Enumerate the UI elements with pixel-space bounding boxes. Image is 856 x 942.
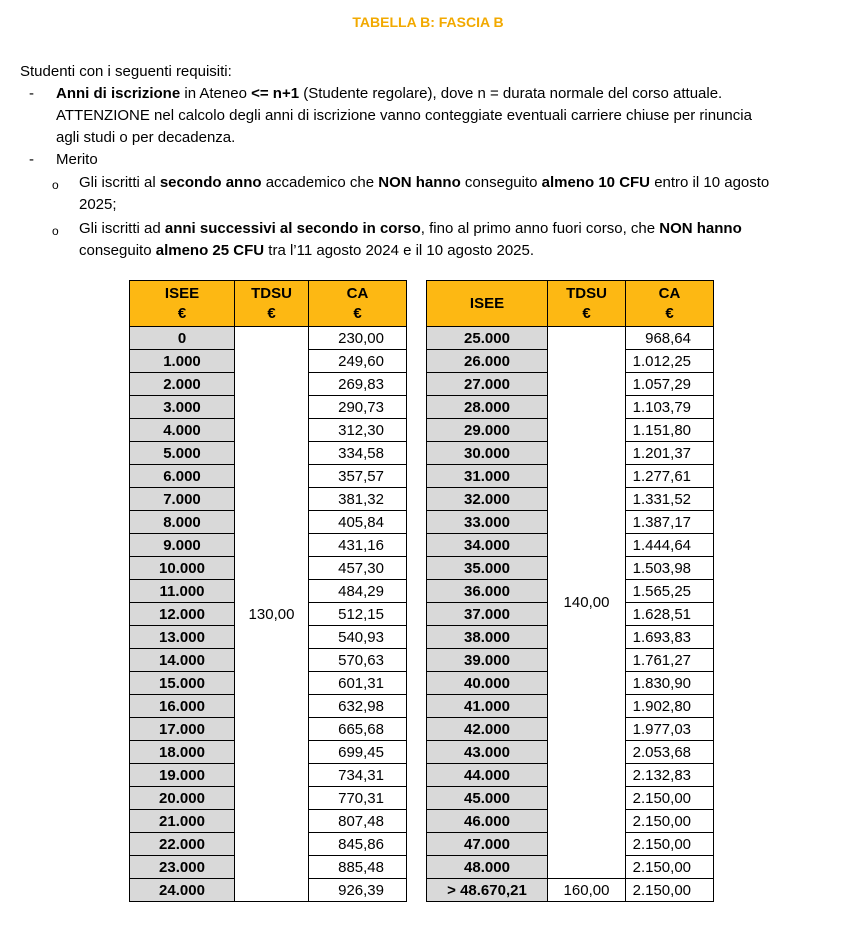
- ca-cell: 1.277,61: [626, 465, 714, 488]
- tdsu-header: TDSU €: [235, 281, 309, 327]
- ca-cell: 2.053,68: [626, 741, 714, 764]
- isee-header: ISEE €: [130, 281, 235, 327]
- ca-cell: 845,86: [309, 833, 407, 856]
- isee-cell: 47.000: [427, 833, 548, 856]
- tdsu-cell: 130,00: [235, 327, 309, 902]
- ca-cell: 1.331,52: [626, 488, 714, 511]
- merit1-bold: almeno 10 CFU: [541, 174, 651, 191]
- merit2-text: tra l’11 agosto 2024 e il 10 agosto 2025.: [264, 242, 535, 259]
- ca-cell: 1.151,80: [626, 419, 714, 442]
- isee-cell: 46.000: [427, 810, 548, 833]
- isee-cell: 12.000: [130, 603, 235, 626]
- ca-cell: 1.902,80: [626, 695, 714, 718]
- ca-header: CA €: [309, 281, 407, 327]
- merit2-text: , fino al primo anno fuori corso, che: [420, 220, 660, 237]
- ca-cell: 484,29: [309, 580, 407, 603]
- ca-cell: 1.387,17: [626, 511, 714, 534]
- ca-cell: 770,31: [309, 787, 407, 810]
- isee-cell: 24.000: [130, 879, 235, 902]
- isee-cell: 44.000: [427, 764, 548, 787]
- isee-cell: 41.000: [427, 695, 548, 718]
- isee-cell: 34.000: [427, 534, 548, 557]
- isee-cell: 23.000: [130, 856, 235, 879]
- merit1-text: conseguito: [460, 174, 542, 191]
- isee-cell: 1.000: [130, 350, 235, 373]
- enrollment-label: Anni di iscrizione: [56, 85, 181, 102]
- isee-cell: > 48.670,21: [427, 879, 548, 902]
- dash-marker: -: [29, 85, 34, 102]
- ca-cell: 1.830,90: [626, 672, 714, 695]
- ca-cell: 968,64: [626, 327, 714, 350]
- isee-cell: 3.000: [130, 396, 235, 419]
- isee-cell: 35.000: [427, 557, 548, 580]
- ca-cell: 699,45: [309, 741, 407, 764]
- isee-cell: 11.000: [130, 580, 235, 603]
- isee-cell: 21.000: [130, 810, 235, 833]
- merit2-bold: almeno 25 CFU: [155, 242, 265, 259]
- ca-cell: 230,00: [309, 327, 407, 350]
- ca-cell: 601,31: [309, 672, 407, 695]
- ca-cell: 269,83: [309, 373, 407, 396]
- merit1-text: accademico che: [261, 174, 379, 191]
- tdsu-cell: 140,00: [548, 327, 626, 879]
- isee-cell: 20.000: [130, 787, 235, 810]
- isee-cell: 8.000: [130, 511, 235, 534]
- merit1-bold: secondo anno: [159, 174, 262, 191]
- ca-cell: 457,30: [309, 557, 407, 580]
- ca-cell: 2.150,00: [626, 833, 714, 856]
- ca-cell: 334,58: [309, 442, 407, 465]
- ca-cell: 2.150,00: [626, 787, 714, 810]
- tdsu-header: TDSU €: [548, 281, 626, 327]
- merit1-text: entro il 10 agosto: [650, 174, 770, 191]
- isee-cell: 42.000: [427, 718, 548, 741]
- ca-cell: 1.628,51: [626, 603, 714, 626]
- enrollment-text: in Ateneo: [180, 85, 252, 102]
- table-row: [427, 879, 714, 902]
- ca-cell: 1.201,37: [626, 442, 714, 465]
- isee-cell: 15.000: [130, 672, 235, 695]
- ca-cell: 2.132,83: [626, 764, 714, 787]
- isee-cell: 7.000: [130, 488, 235, 511]
- ca-cell: 2.150,00: [626, 810, 714, 833]
- requirement-attention-line: ATTENZIONE nel calcolo degli anni di iscrizione vanno conteggiate eventuali carriere chiuse per rinuncia: [56, 107, 752, 124]
- requirement-merit: Merito: [56, 151, 98, 168]
- isee-cell: 10.000: [130, 557, 235, 580]
- ca-cell: 405,84: [309, 511, 407, 534]
- ca-cell: 249,60: [309, 350, 407, 373]
- isee-cell: 5.000: [130, 442, 235, 465]
- isee-cell: 32.000: [427, 488, 548, 511]
- page-title: TABELLA B: FASCIA B: [352, 14, 504, 30]
- ca-cell: 381,32: [309, 488, 407, 511]
- isee-header: ISEE: [427, 281, 548, 327]
- requirement-enrollment-years: [56, 83, 843, 105]
- ca-cell: 2.150,00: [626, 879, 714, 902]
- merit-condition-later-years: [79, 218, 845, 240]
- requirements-intro: Studenti con i seguenti requisiti:: [20, 63, 232, 80]
- isee-cell: 9.000: [130, 534, 235, 557]
- isee-cell: 18.000: [130, 741, 235, 764]
- isee-cell: 25.000: [427, 327, 548, 350]
- enrollment-text-2: (Studente regolare), dove n = durata normale del corso attuale.: [299, 85, 723, 102]
- ca-cell: 290,73: [309, 396, 407, 419]
- isee-cell: 39.000: [427, 649, 548, 672]
- ca-cell: 312,30: [309, 419, 407, 442]
- ca-cell: 632,98: [309, 695, 407, 718]
- isee-cell: 26.000: [427, 350, 548, 373]
- merit2-text: Gli iscritti ad: [79, 220, 165, 237]
- bullet-marker: o: [52, 178, 59, 192]
- ca-cell: 540,93: [309, 626, 407, 649]
- ca-cell: 807,48: [309, 810, 407, 833]
- isee-cell: 38.000: [427, 626, 548, 649]
- isee-cell: 6.000: [130, 465, 235, 488]
- ca-cell: 1.565,25: [626, 580, 714, 603]
- isee-cell: 30.000: [427, 442, 548, 465]
- ca-cell: 1.057,29: [626, 373, 714, 396]
- ca-cell: 885,48: [309, 856, 407, 879]
- merit-condition-second-year: [79, 172, 845, 194]
- ca-cell: 357,57: [309, 465, 407, 488]
- ca-cell: 734,31: [309, 764, 407, 787]
- ca-cell: 926,39: [309, 879, 407, 902]
- ca-cell: 1.761,27: [626, 649, 714, 672]
- ca-cell: 1.444,64: [626, 534, 714, 557]
- isee-cell: 4.000: [130, 419, 235, 442]
- ca-cell: 570,63: [309, 649, 407, 672]
- isee-cell: 33.000: [427, 511, 548, 534]
- ca-header: CA €: [626, 281, 714, 327]
- requirement-attention-line-2: agli studi o per decadenza.: [56, 129, 236, 146]
- isee-cell: 19.000: [130, 764, 235, 787]
- isee-cell: 36.000: [427, 580, 548, 603]
- bullet-marker: o: [52, 224, 59, 238]
- ca-cell: 1.503,98: [626, 557, 714, 580]
- table-row: [427, 327, 714, 350]
- isee-cell: 45.000: [427, 787, 548, 810]
- tdsu-cell: 160,00: [548, 879, 626, 902]
- isee-cell: 0: [130, 327, 235, 350]
- merit1-text: Gli iscritti al: [79, 174, 160, 191]
- ca-cell: 665,68: [309, 718, 407, 741]
- isee-cell: 13.000: [130, 626, 235, 649]
- enrollment-condition: <= n+1: [251, 85, 300, 102]
- ca-cell: 1.103,79: [626, 396, 714, 419]
- merit2-bold: anni successivi al secondo in corso: [164, 220, 421, 237]
- ca-cell: 431,16: [309, 534, 407, 557]
- isee-cell: 28.000: [427, 396, 548, 419]
- isee-cell: 29.000: [427, 419, 548, 442]
- table-row: [130, 327, 407, 350]
- merit2-text: conseguito: [79, 242, 156, 259]
- isee-cell: 17.000: [130, 718, 235, 741]
- ca-cell: 1.693,83: [626, 626, 714, 649]
- fee-table-left: [129, 280, 407, 902]
- merit2-bold: NON hanno: [659, 220, 742, 237]
- isee-cell: 37.000: [427, 603, 548, 626]
- ca-cell: 1.977,03: [626, 718, 714, 741]
- isee-cell: 22.000: [130, 833, 235, 856]
- isee-cell: 16.000: [130, 695, 235, 718]
- isee-cell: 40.000: [427, 672, 548, 695]
- isee-cell: 43.000: [427, 741, 548, 764]
- isee-cell: 48.000: [427, 856, 548, 879]
- isee-cell: 27.000: [427, 373, 548, 396]
- merit-condition-later-years-line2: [79, 240, 845, 262]
- merit-condition-second-year-line2: 2025;: [79, 196, 117, 213]
- isee-cell: 31.000: [427, 465, 548, 488]
- ca-cell: 2.150,00: [626, 856, 714, 879]
- dash-marker: -: [29, 151, 34, 168]
- ca-cell: 512,15: [309, 603, 407, 626]
- isee-cell: 14.000: [130, 649, 235, 672]
- merit1-bold: NON hanno: [378, 174, 461, 191]
- ca-cell: 1.012,25: [626, 350, 714, 373]
- fee-table-right: [426, 280, 714, 902]
- isee-cell: 2.000: [130, 373, 235, 396]
